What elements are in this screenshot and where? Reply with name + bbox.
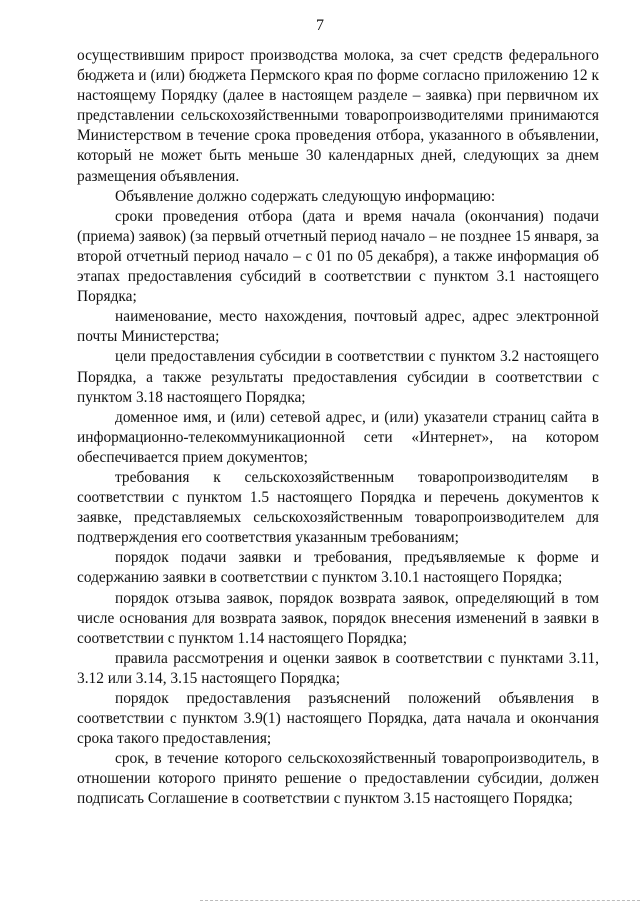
paragraph-clarifications: порядок предоставления разъяснений положений объявления в соответствии с пунктом 3.9(1) настоящего Порядка, дата начала и окончания срока такого предоставления;: [77, 690, 599, 748]
page-number: 7: [316, 17, 324, 34]
paragraph-agreement-term: срок, в течение которого сельскохозяйственный товаропроизводитель, в отношении которого принято решение о предоставлении субсидии, должен подписать Соглашение в соответствии с пунктом 3.15 настоящего Порядка;: [77, 750, 599, 808]
paragraph-website: доменное имя, и (или) сетевой адрес, и (или) указатели страниц сайта в информационно-телекоммуникационной сети «Интернет», на котором обеспечивается прием документов;: [77, 408, 599, 466]
paragraph-subsidy-goals: цели предоставления субсидии в соответствии с пунктом 3.2 настоящего Порядка, а также результаты предоставления субсидии в соответствии с пунктом 3.18 настоящего Порядка;: [77, 348, 599, 406]
paragraph-review-rules: правила рассмотрения и оценки заявок в соответствии с пунктами 3.11, 3.12 или 3.14, 3.15 настоящего Порядка;: [77, 649, 599, 687]
paragraph-withdrawal: порядок отзыва заявок, порядок возврата заявок, определяющий в том числе основания для возврата заявок, порядок внесения изменений в заявки в соответствии с пунктом 1.14 настоящего Порядка;: [77, 589, 599, 647]
paragraph-requirements: требования к сельскохозяйственным товаропроизводителям в соответствии с пунктом 1.5 настоящего Порядка и перечень документов к заявке, представляемых сельскохозяйственным товаропроизводителем для подтверждения его соответствия указанным требованиям;: [77, 468, 599, 547]
paragraph-application-form: порядок подачи заявки и требования, предъявляемые к форме и содержанию заявки в соответствии с пунктом 3.10.1 настоящего Порядка;: [77, 549, 599, 587]
paragraph-continuation: осуществившим прирост производства молока, за счет средств федерального бюджета и (или) бюджета Пермского края по форме согласно приложению 12 к настоящему Порядку (далее в настоящем разделе – заявка) при первичном их представлении сельскохозяйственными товаропроизводителями принимаются Министерством в течение срока проведения отбора, указанного в объявлении, который не может быть меньше 30 календарных дней, следующих за днем размещения объявления.: [77, 47, 599, 185]
footer-divider: [200, 900, 640, 901]
paragraph-announcement-intro: Объявление должно содержать следующую информацию:: [115, 187, 496, 205]
paragraph-selection-dates: сроки проведения отбора (дата и время начала (окончания) подачи (приема) заявок) (за первый отчетный период начало – не позднее 15 января, за второй отчетный период начало – с 01 по 05 декабря), а также информация об этапах предоставления субсидий в соответствии с пунктом 3.1 настоящего Порядка;: [77, 207, 599, 306]
document-body: [77, 46, 599, 810]
paragraph-ministry-contacts: наименование, место нахождения, почтовый адрес, адрес электронной почты Министерства;: [77, 308, 599, 346]
